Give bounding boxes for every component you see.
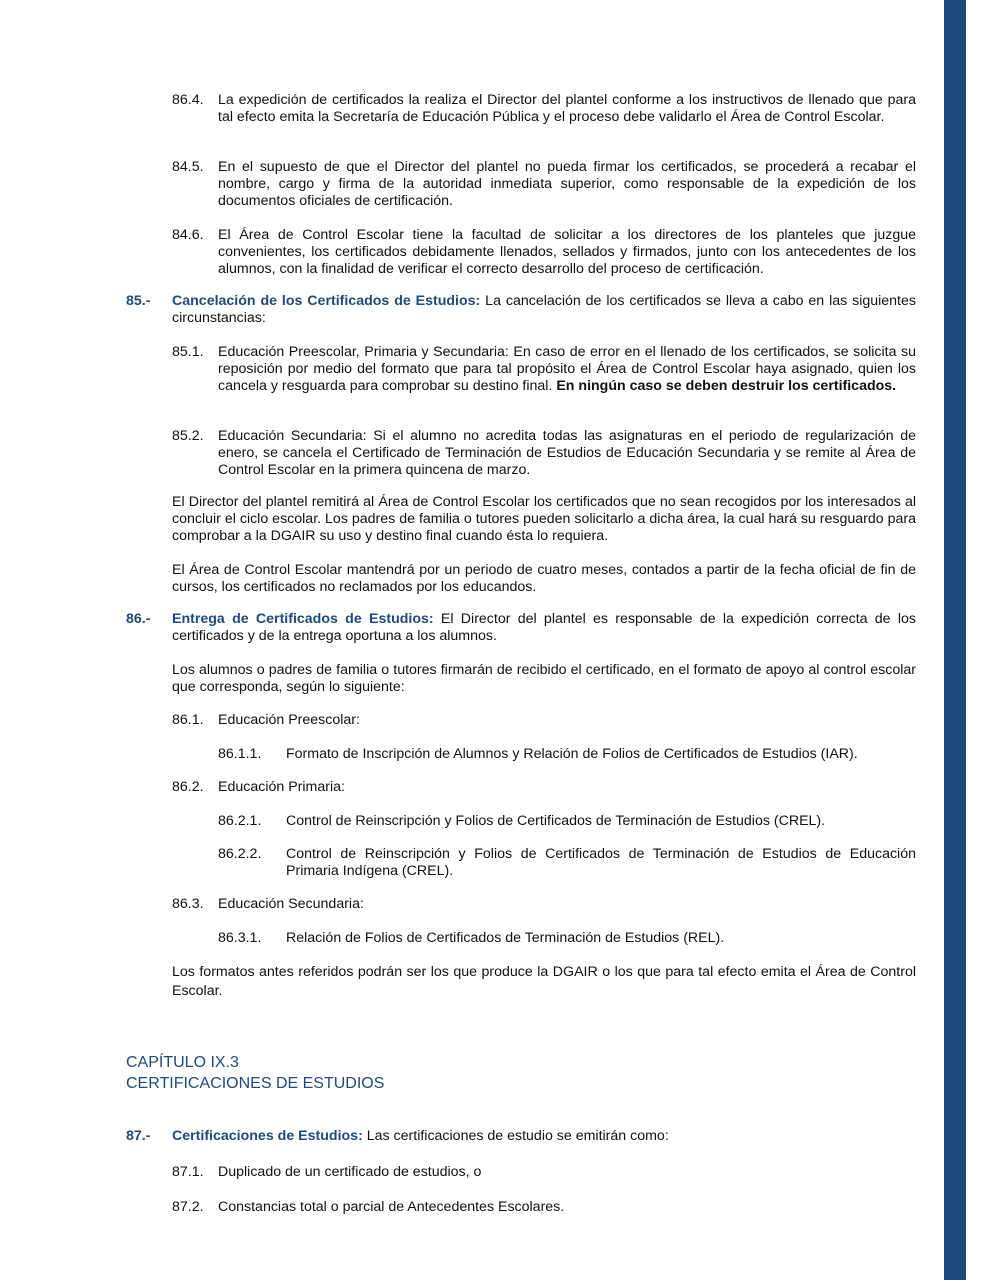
subitem-text: Control de Reinscripción y Folios de Certificados de Terminación de Estudios de Educación Primaria Indígena (CREL). [286,846,916,879]
item-emphasis: En ningún caso se deben destruir los certificados. [556,378,897,394]
chapter-number: CAPÍTULO IX.3 [126,1054,239,1071]
subitem-text: Formato de Inscripción de Alumnos y Relación de Folios de Certificados de Estudios (IAR). [286,746,858,762]
item-text: Duplicado de un certificado de estudios, o [218,1164,482,1180]
item-text: Educación Primaria: [218,779,345,795]
section-85-text [172,293,916,327]
item-number: 86.3. [172,896,204,912]
item-number: 84.5. [172,159,204,175]
item-number: 87.2. [172,1199,204,1215]
subitem-number: 86.2.1. [218,813,262,829]
subitem-number: 86.2.2. [218,846,262,862]
section-title: Certificaciones de Estudios: [172,1128,363,1144]
paragraph: El Área de Control Escolar mantendrá por un periodo de cuatro meses, contados a partir de la fecha oficial de fin de cursos, los certificados no reclamados por los educandos. [172,562,916,595]
section-number: 87.- [126,1128,151,1144]
subitem-number: 86.3.1. [218,930,262,946]
item-text: En el supuesto de que el Director del plantel no pueda firmar los certificados, se procederá a recabar el nombre, cargo y firma de la autoridad inmediata superior, como responsable de la expedición de los documentos oficiales de certificación. [218,159,916,209]
item-text: El Área de Control Escolar tiene la facultad de solicitar a los directores de los planteles que juzgue convenientes, los certificados debidamente llenados, sellados y firmados, junto con los antecedentes de los alumnos, con la finalidad de verificar el correcto desarrollo del proceso de certificación. [218,227,916,277]
item-body: Educación Preescolar, Primaria y Secundaria: En caso de error en el llenado de los certificados, se solicita su reposición por medio del formato que para tal propósito el Área de Control Escolar haya asignado, quien los cancela y resguarda para comprobar su destino final. [218,344,916,394]
item-number: 86.2. [172,779,204,795]
section-86-text [172,611,916,645]
chapter-title: CERTIFICACIONES DE ESTUDIOS [126,1075,385,1092]
section-title: Entrega de Certificados de Estudios: [172,611,434,627]
section-body: Las certificaciones de estudio se emitirán como: [362,1128,669,1144]
section-title: Cancelación de los Certificados de Estudios: [172,293,481,309]
paragraph: El Director del plantel remitirá al Área de Control Escolar los certificados que no sean recogidos por los interesados al concluir el ciclo escolar. Los padres de familia o tutores pueden solicitarlo a dicha área, la cual hará su resguardo para comprobar a la DGAIR su uso y destino final cuando ésta lo requiera. [172,494,916,544]
subitem-text: Relación de Folios de Certificados de Terminación de Estudios (REL). [286,930,725,946]
section-number: 85.- [126,293,151,309]
subitem-number: 86.1.1. [218,746,262,762]
section-body: La cancelación de los certificados se lleva a cabo en las siguientes circunstancias: [172,293,916,326]
item-number: 84.6. [172,227,204,243]
section-number: 86.- [126,611,151,627]
item-text [218,344,916,395]
item-text: Constancias total o parcial de Antecedentes Escolares. [218,1199,565,1215]
section-87-text [172,1128,916,1145]
paragraph: Los alumnos o padres de familia o tutores firmarán de recibido el certificado, en el formato de apoyo al control escolar que corresponda, según lo siguiente: [172,662,916,695]
item-number: 86.1. [172,712,204,728]
section-body: El Director del plantel es responsable de la expedición correcta de los certificados y de la entrega oportuna a los alumnos. [172,611,916,644]
paragraph: Los formatos antes referidos podrán ser los que produce la DGAIR o los que para tal efecto emita el Área de Control Escolar. [172,964,916,999]
item-text: Educación Secundaria: Si el alumno no acredita todas las asignaturas en el periodo de regularización de enero, se cancela el Certificado de Terminación de Estudios de Educación Secundaria y se remite al Área de Control Escolar en la primera quincena de marzo. [218,428,916,478]
item-text: La expedición de certificados la realiza el Director del plantel conforme a los instructivos de llenado que para tal efecto emita la Secretaría de Educación Pública y el proceso debe validarlo el Área de Control Escolar. [218,92,916,125]
item-text: Educación Preescolar: [218,712,360,728]
item-number: 86.4. [172,92,204,108]
item-number: 85.2. [172,428,204,444]
item-number: 87.1. [172,1164,204,1180]
item-text: Educación Secundaria: [218,896,364,912]
subitem-text: Control de Reinscripción y Folios de Certificados de Terminación de Estudios (CREL). [286,813,826,829]
item-number: 85.1. [172,344,204,360]
